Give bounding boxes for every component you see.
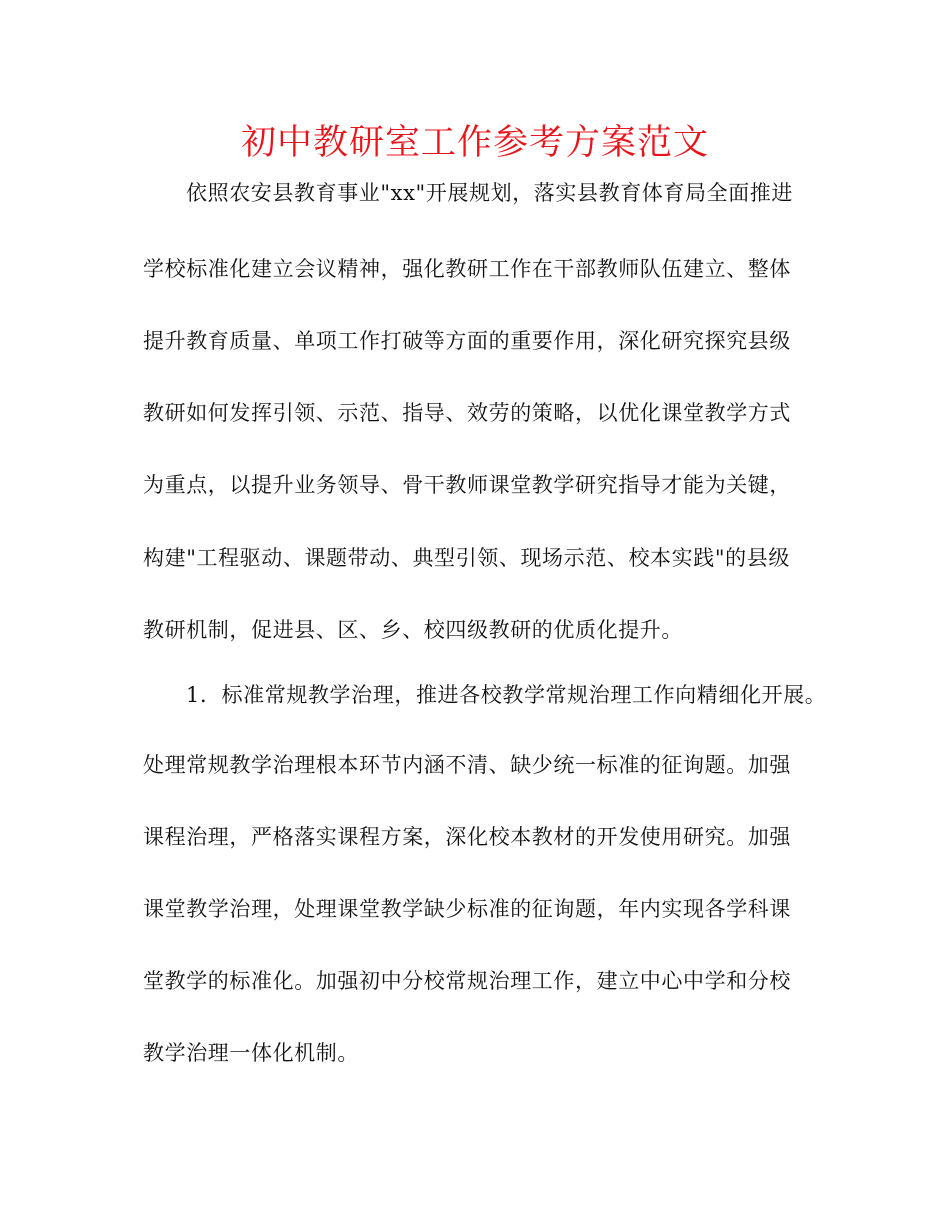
- paragraph-2-line-1: 1．标准常规教学治理，推进各校教学常规治理工作向精细化开展。: [186, 683, 827, 707]
- paragraph-1-line-4: 教研如何发挥引领、示范、指导、效劳的策略，以优化课堂教学方式: [143, 401, 791, 425]
- paragraph-1-line-5: 为重点，以提升业务领导、骨干教师课堂教学研究指导才能为关键，: [143, 473, 791, 497]
- paragraph-2-line-6: 教学治理一体化机制。: [143, 1041, 359, 1065]
- paragraph-2-line-2: 处理常规教学治理根本环节内涵不清、缺少统一标准的征询题。加强: [143, 753, 791, 777]
- paragraph-1-line-3: 提升教育质量、单项工作打破等方面的重要作用，深化研究探究县级: [143, 329, 791, 353]
- paragraph-1-line-1: 依照农安县教育事业"xx"开展规划，落实县教育体育局全面推进: [186, 181, 794, 205]
- paragraph-2-line-3: 课程治理，严格落实课程方案，深化校本教材的开发使用研究。加强: [143, 825, 791, 849]
- paragraph-2-line-5: 堂教学的标准化。加强初中分校常规治理工作，建立中心中学和分校: [143, 969, 791, 993]
- paragraph-1-line-6: 构建"工程驱动、课题带动、典型引领、现场示范、校本实践"的县级: [143, 546, 790, 570]
- paragraph-1-line-7: 教研机制，促进县、区、乡、校四级教研的优质化提升。: [143, 618, 683, 642]
- document-title: 初中教研室工作参考方案范文: [240, 123, 709, 163]
- paragraph-1-line-2: 学校标准化建立会议精神，强化教研工作在干部教师队伍建立、整体: [143, 257, 791, 281]
- paragraph-2-line-4: 课堂教学治理，处理课堂教学缺少标准的征询题，年内实现各学科课: [143, 897, 791, 921]
